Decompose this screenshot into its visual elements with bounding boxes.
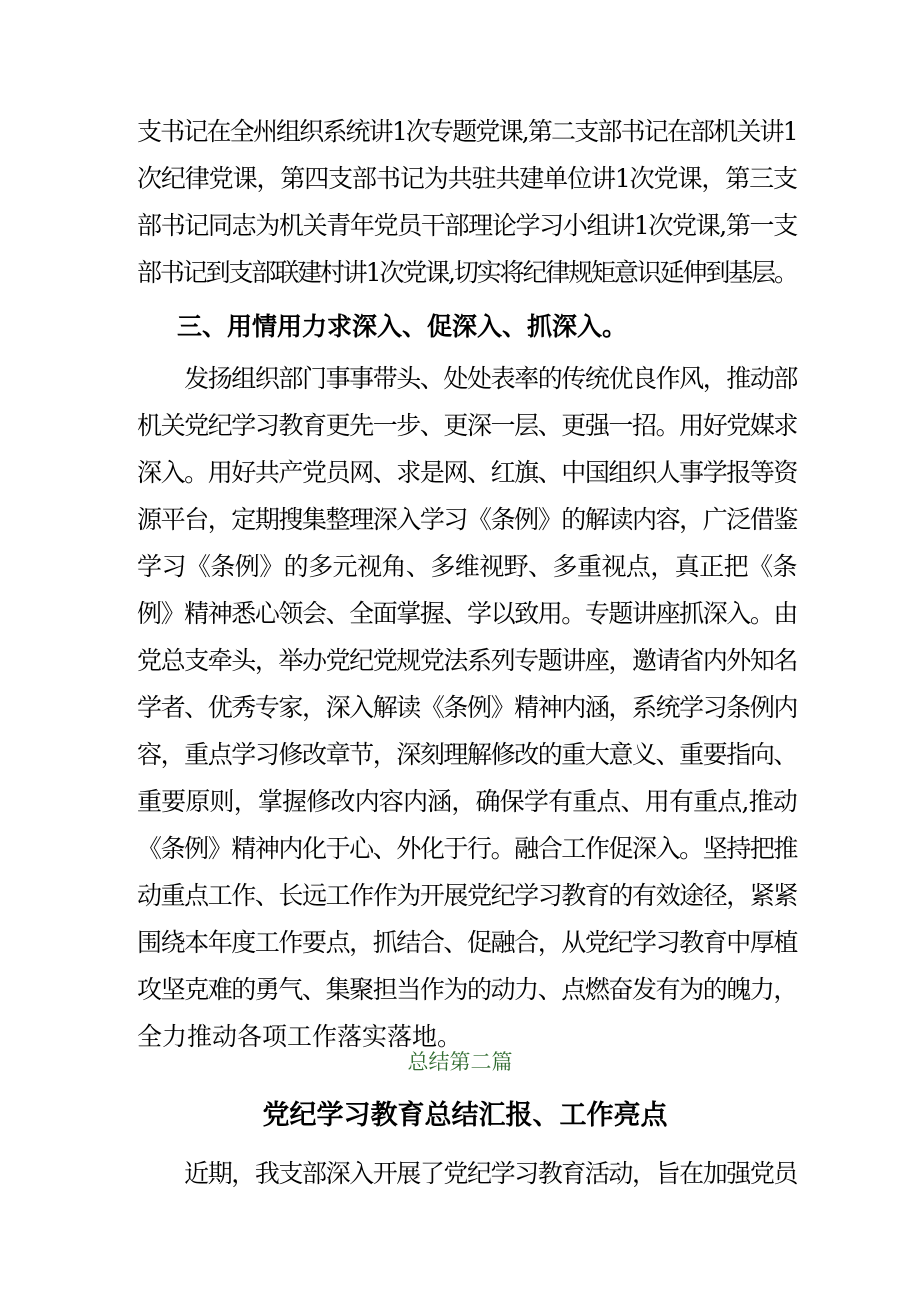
text-line: 源平台，定期搜集整理深入学习《条例》的解读内容，广泛借鉴 (137, 505, 797, 534)
text-line: 近期，我支部深入开展了党纪学习教育活动，旨在加强党员 (137, 1159, 797, 1188)
text-line: 机关党纪学习教育更先一步、更深一层、更强一招。用好党媒求 (137, 411, 797, 440)
text-line: 容，重点学习修改章节，深刻理解修改的重大意义、重要指向、 (137, 740, 797, 769)
text-line: 重要原则，掌握修改内容内涵，确保学有重点、用有重点,推动 (137, 787, 797, 816)
text-line: 例》精神悉心领会、全面掌握、学以致用。专题讲座抓深入。由 (137, 599, 797, 628)
text-line: 支书记在全州组织系统讲1次专题党课,第二支部书记在部机关讲1 (137, 117, 797, 146)
text-line: 学习《条例》的多元视角、多维视野、多重视点，真正把《条 (137, 552, 797, 581)
paragraph-intro (137, 1150, 797, 1197)
text-line: 学者、优秀专家，深入解读《条例》精神内涵，系统学习条例内 (137, 693, 797, 722)
text-line: 攻坚克难的勇气、集聚担当作为的动力、点燃奋发有为的魄力， (137, 975, 797, 1004)
text-line: 深入。用好共产党员网、求是网、红旗、中国组织人事学报等资 (137, 458, 797, 487)
text-line: 次纪律党课，第四支部书记为共驻共建单位讲1次党课，第三支 (137, 164, 797, 193)
text-line: 全力推动各项工作落实落地。 (137, 1022, 463, 1051)
text-line: 动重点工作、长远工作作为开展党纪学习教育的有效途径，紧紧 (137, 881, 797, 910)
text-line: 发扬组织部门事事带头、处处表率的传统优良作风，推动部 (137, 364, 797, 393)
section-label: 总结第二篇 (407, 1050, 513, 1074)
paragraph-party-lectures (137, 108, 797, 296)
text-line: 部书记到支部联建村讲1次党课,切实将纪律规矩意识延伸到基层。 (137, 258, 797, 287)
section-heading-3: 三、用情用力求深入、促深入、抓深入。 (177, 312, 628, 341)
document-title: 党纪学习教育总结汇报、工作亮点 (262, 1100, 668, 1131)
text-line: 党总支牵头，举办党纪党规党法系列专题讲座，邀请省内外知名 (137, 646, 797, 675)
text-line: 部书记同志为机关青年党员干部理论学习小组讲1次党课,第一支 (137, 211, 797, 240)
text-line: 《条例》精神内化于心、外化于行。融合工作促深入。坚持把推 (137, 834, 797, 863)
paragraph-deepening-study (137, 355, 797, 1060)
text-line: 围绕本年度工作要点，抓结合、促融合，从党纪学习教育中厚植 (137, 928, 797, 957)
